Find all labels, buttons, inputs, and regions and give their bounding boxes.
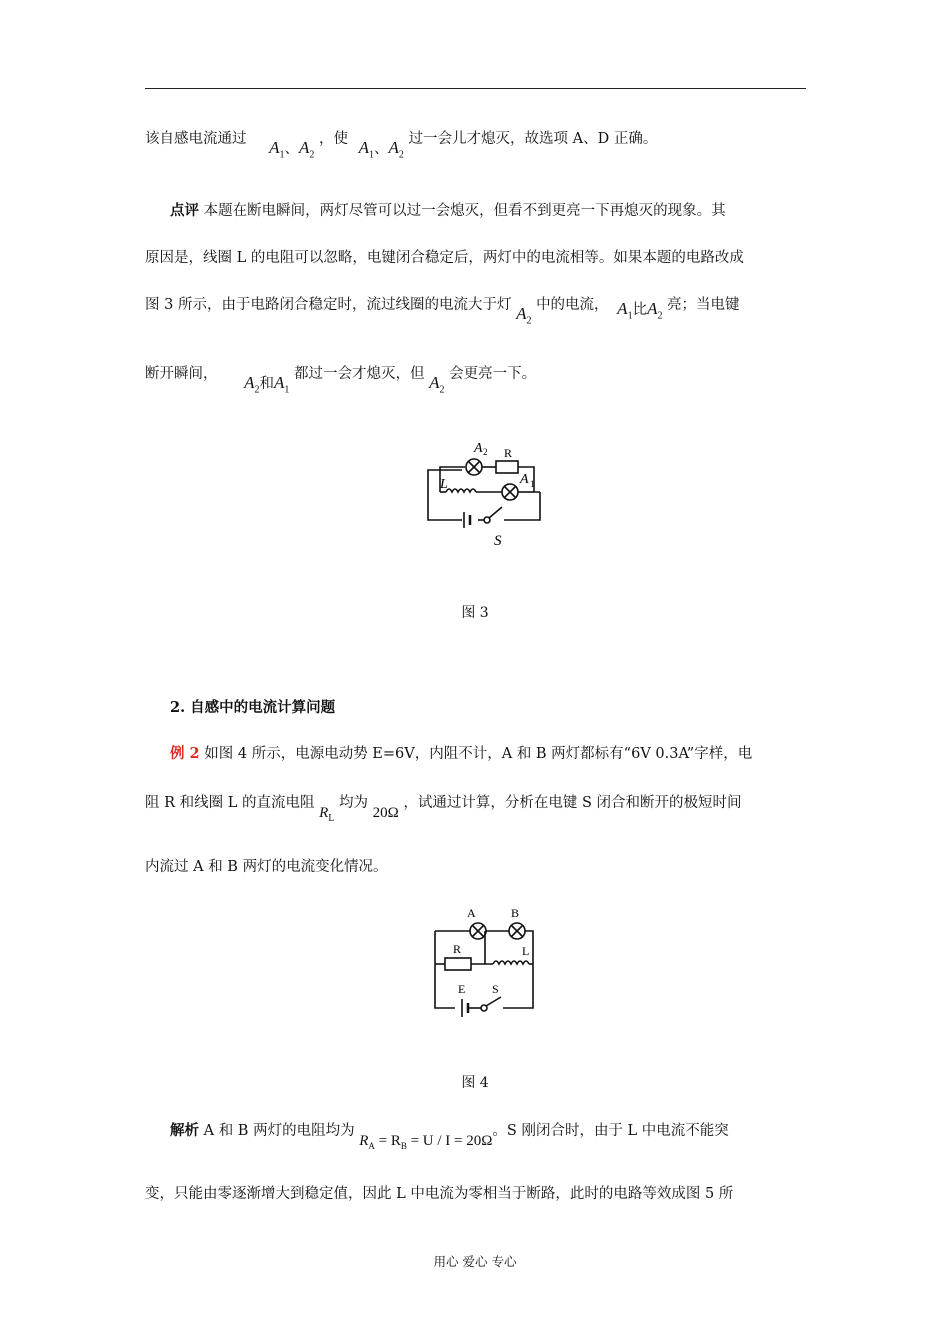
text: 。S 刚闭合时，由于 L 中电流不能突 bbox=[492, 1123, 729, 1139]
comment-label: 点评 bbox=[170, 202, 199, 219]
math-a2: $A_2$ bbox=[429, 373, 445, 396]
text: 过一会儿才熄灭，故选项 A、D 正确。 bbox=[408, 131, 658, 147]
header-rule bbox=[145, 88, 806, 89]
section-heading: 2. 自感中的电流计算问题 bbox=[170, 699, 336, 716]
text: 中的电流， bbox=[536, 297, 609, 313]
analysis-line-2 bbox=[145, 1182, 806, 1203]
figure-3-caption: 图 3 bbox=[461, 605, 489, 621]
math-a2: $A_2$ bbox=[516, 304, 532, 327]
example-2-line-2 bbox=[145, 791, 806, 824]
label-a: A bbox=[467, 906, 476, 920]
text: 如图 4 所示，电源电动势 E=6V，内阻不计，A 和 B 两灯都标有“6V 0.3A”字样，电 bbox=[204, 746, 753, 762]
text: 阻 R 和线圈 L 的直流电阻 bbox=[145, 795, 315, 811]
text: 和 bbox=[259, 376, 274, 392]
text: ，使 bbox=[319, 131, 348, 147]
label-s: S bbox=[492, 982, 499, 996]
paragraph-2-line-1 bbox=[170, 199, 831, 220]
label-a2: A bbox=[474, 441, 483, 456]
math-a1: $A_1$ bbox=[269, 138, 285, 161]
text: 、 bbox=[374, 141, 389, 157]
example-label: 例 2 bbox=[170, 745, 200, 762]
label-r: R bbox=[504, 446, 513, 460]
math-formula: $R_A = R_B = U / I = 20\Omega$ bbox=[359, 1133, 493, 1151]
page-footer: 用心 爱心 专心 bbox=[433, 1254, 517, 1269]
math-a2: $A_2$ bbox=[388, 138, 404, 161]
label-a1-sub: 1 bbox=[530, 479, 535, 489]
figure-4-circuit bbox=[425, 903, 545, 1025]
math-a2: $A_2$ bbox=[299, 138, 315, 161]
analysis-label: 解析 bbox=[170, 1122, 199, 1139]
label-s: S bbox=[494, 533, 502, 549]
math-ohm: 20Ω bbox=[372, 805, 399, 821]
label-a1: A bbox=[520, 472, 529, 487]
label-e: E bbox=[458, 982, 466, 996]
analysis-line-1 bbox=[170, 1119, 831, 1151]
text: A 和 B 两灯的电阻均为 bbox=[203, 1123, 355, 1139]
paragraph-2-line-4 bbox=[145, 362, 806, 396]
text: ，试通过计算，分析在电键 S 闭合和断开的极短时间 bbox=[403, 795, 742, 811]
math-a2: $A_2$ bbox=[647, 299, 663, 322]
label-r: R bbox=[453, 942, 462, 956]
label-b: B bbox=[511, 906, 520, 920]
text: 内流过 A 和 B 两灯的电流变化情况。 bbox=[145, 859, 388, 875]
text: 亮；当电键 bbox=[667, 297, 740, 313]
math-a1: $A_1$ bbox=[274, 373, 290, 396]
text: 本题在断电瞬间，两灯尽管可以过一会熄灭，但看不到更亮一下再熄灭的现象。其 bbox=[203, 203, 726, 219]
math-rl: $R_L$ bbox=[319, 805, 335, 824]
paragraph-2-line-2 bbox=[145, 246, 806, 267]
figure-3-circuit bbox=[420, 435, 550, 550]
text: 会更亮一下。 bbox=[449, 366, 537, 382]
label-l: L bbox=[522, 944, 530, 958]
text: 均为 bbox=[338, 795, 368, 811]
text: 变，只能由零逐渐增大到稳定值，因此 L 中电流为零相当于断路，此时的电路等效成图 5 所 bbox=[145, 1186, 734, 1202]
text: 比 bbox=[632, 302, 648, 318]
text: 都过一会才熄灭，但 bbox=[294, 366, 425, 382]
example-2-line-1 bbox=[170, 742, 831, 763]
label-l: L bbox=[440, 477, 448, 492]
label-a2-sub: 2 bbox=[483, 447, 488, 457]
text: 、 bbox=[284, 141, 299, 157]
text: 该自感电流通过 bbox=[145, 131, 247, 147]
math-a1: $A_1$ bbox=[358, 138, 374, 161]
example-2-line-3 bbox=[145, 855, 806, 876]
paragraph-2-line-3 bbox=[145, 293, 806, 327]
text: 原因是，线圈 L 的电阻可以忽略，电键闭合稳定后，两灯中的电流相等。如果本题的电路改成 bbox=[145, 250, 744, 266]
math-a1: $A_1$ bbox=[617, 299, 633, 322]
paragraph-1 bbox=[145, 127, 806, 161]
figure-4-caption: 图 4 bbox=[461, 1075, 489, 1091]
math-a2: $A_2$ bbox=[244, 373, 260, 396]
text: 断开瞬间， bbox=[145, 366, 218, 382]
text: 图 3 所示，由于电路闭合稳定时，流过线圈的电流大于灯 bbox=[145, 297, 512, 313]
